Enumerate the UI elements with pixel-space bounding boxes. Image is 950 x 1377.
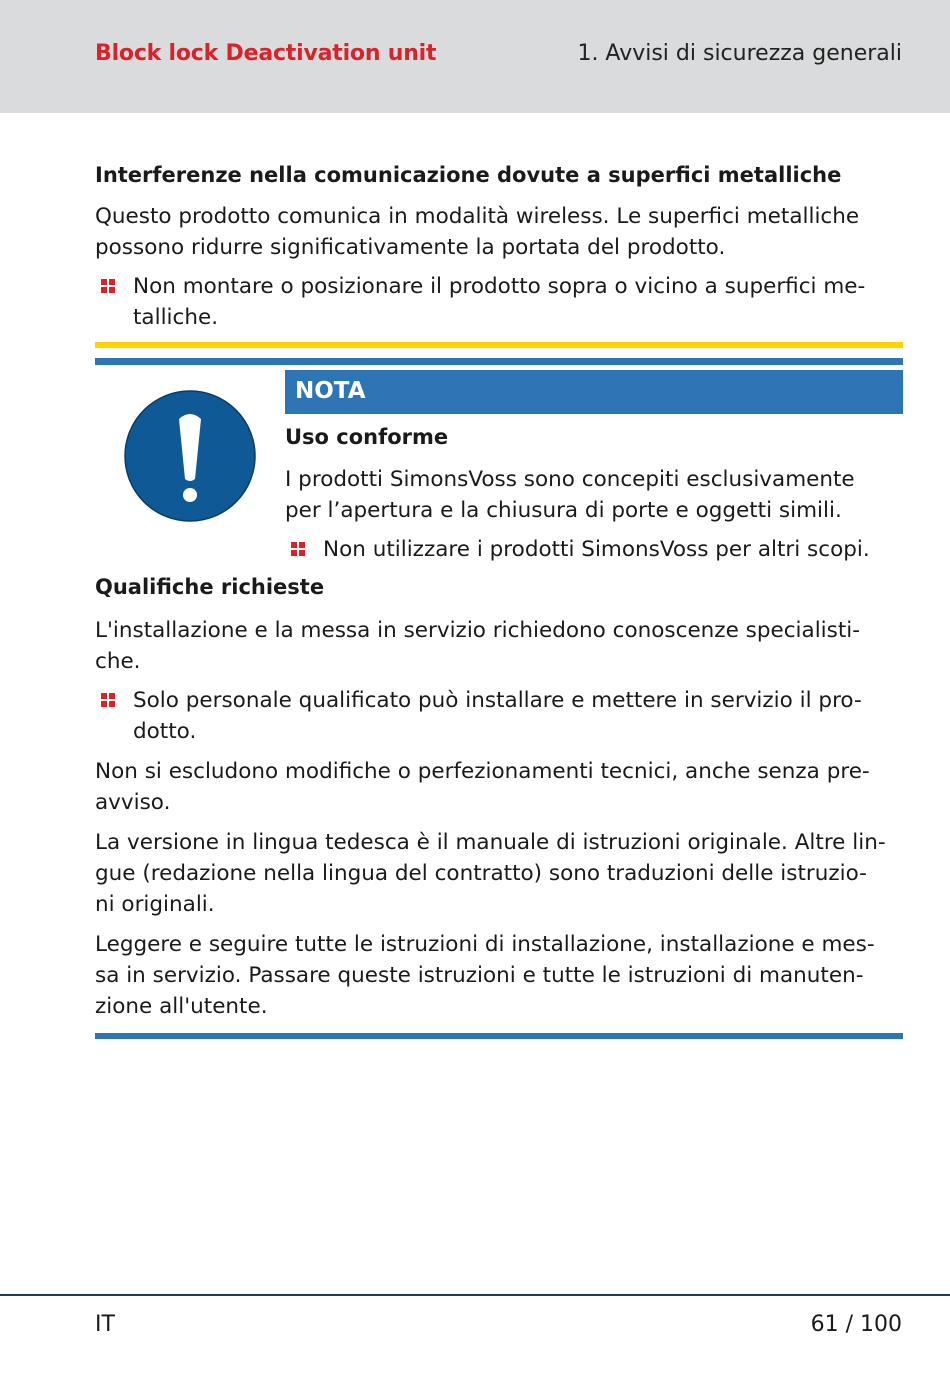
text-line: talliche. [133, 305, 219, 330]
paragraph-lingua [95, 827, 905, 920]
text-line: gue (redazione nella lingua del contratto) sono traduzioni delle istruzio- [95, 861, 867, 886]
text-line: zione all'utente. [95, 994, 268, 1019]
bullet-icon [291, 542, 306, 557]
text-line: Leggere e seguire tutte le istruzioni di installazione, installazione e mes- [95, 932, 875, 957]
text-line: Non si escludono modifiche o perfezionamenti tecnici, anche senza pre- [95, 759, 870, 784]
paragraph-qualifiche [95, 615, 905, 677]
bullet-icon [101, 693, 116, 708]
text-line: I prodotti SimonsVoss sono concepiti esclusivamente [285, 467, 855, 492]
footer-divider [0, 1294, 950, 1296]
text-line: avviso. [95, 790, 171, 815]
text-line: sa in servizio. Passare queste istruzioni e tutte le istruzioni di manuten- [95, 963, 864, 988]
text-line: Questo prodotto comunica in modalità wireless. Le superfici metalliche [95, 204, 860, 229]
text-line: per l’apertura e la chiusura di porte e oggetti simili. [285, 498, 842, 523]
note-paragraph [285, 464, 905, 526]
chapter-title: 1. Avvisi di sicurezza generali [577, 41, 902, 66]
warning-divider-yellow [95, 342, 903, 348]
note-divider-blue [95, 358, 903, 365]
section-heading-qualifiche: Qualifiche richieste [95, 575, 325, 599]
note-label: NOTA [295, 378, 366, 404]
text-line: Non utilizzare i prodotti SimonsVoss per altri scopi. [323, 537, 870, 562]
text-line: dotto. [133, 719, 197, 744]
paragraph-metal [95, 201, 905, 263]
paragraph-modifiche [95, 756, 905, 818]
text-line: ni originali. [95, 892, 215, 917]
text-line: Non montare o posizionare il prodotto sopra o vicino a superfici me- [133, 274, 866, 299]
note-end-divider [95, 1033, 903, 1039]
product-title: Block lock Deactivation unit [95, 41, 437, 66]
bullet-item-metal [95, 271, 905, 333]
paragraph-istruzioni [95, 929, 905, 1022]
text-line: L'installazione e la messa in servizio richiedono conoscenze specialisti- [95, 618, 861, 643]
note-heading: Uso conforme [285, 425, 449, 449]
section-heading-metal: Interferenze nella comunicazione dovute a superfici metalliche [95, 163, 842, 187]
page-number: 61 / 100 [810, 1312, 902, 1337]
footer-language: IT [95, 1312, 115, 1337]
text-line: Solo personale qualificato può installare e mettere in servizio il pro- [133, 688, 862, 713]
text-line: che. [95, 649, 141, 674]
page-header [0, 0, 950, 113]
note-label-bar [285, 370, 903, 414]
bullet-icon [101, 279, 116, 294]
note-bullet-item [285, 534, 905, 565]
text-line: possono ridurre significativamente la portata del prodotto. [95, 235, 726, 260]
bullet-item-qualifiche [95, 685, 905, 747]
exclamation-mandatory-icon [123, 389, 257, 523]
text-line: La versione in lingua tedesca è il manuale di istruzioni originale. Altre lin- [95, 830, 886, 855]
